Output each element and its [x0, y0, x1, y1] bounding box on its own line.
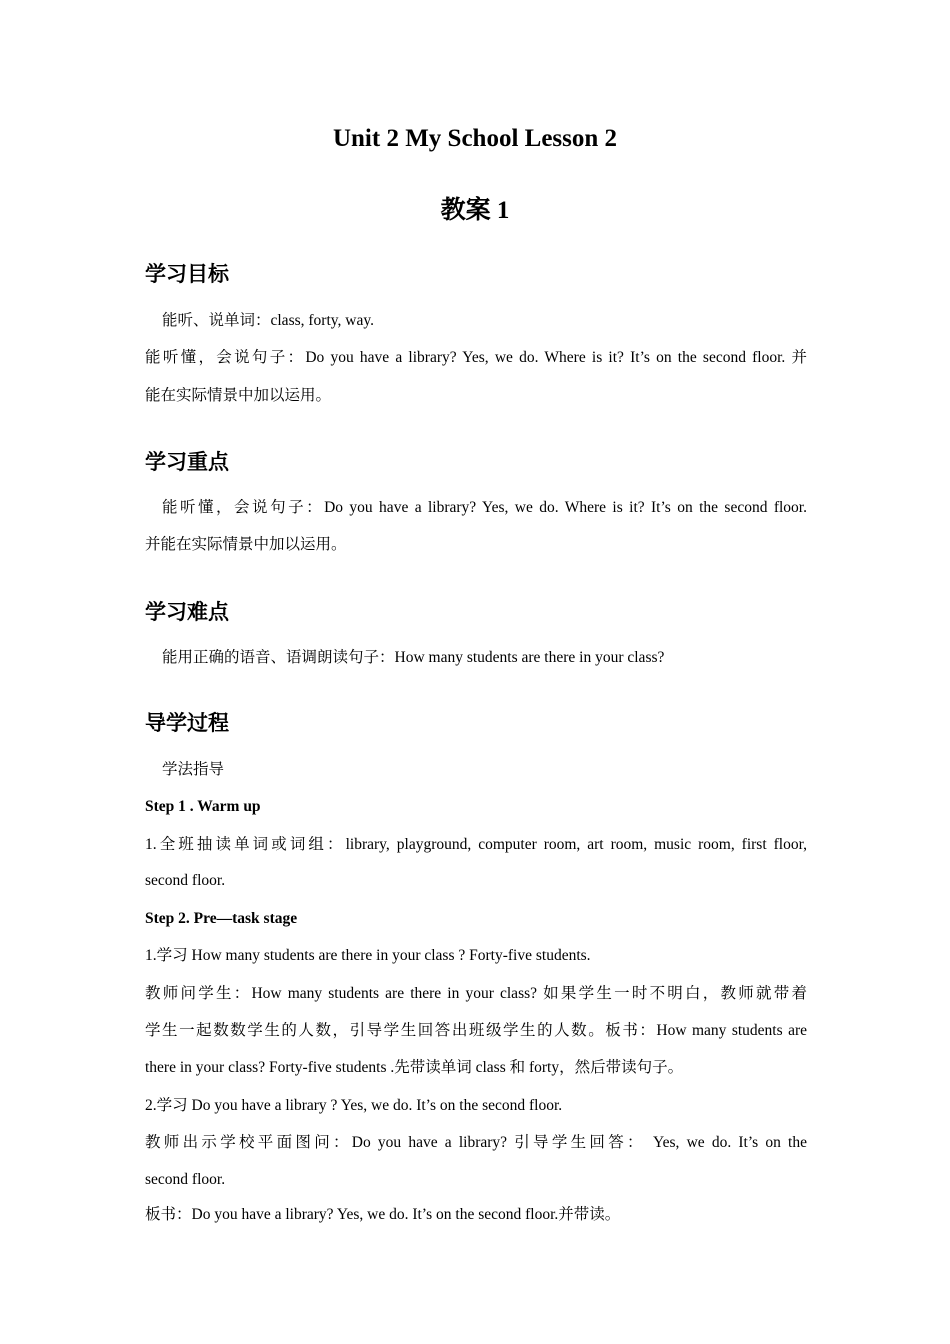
step2-line-8: 板书：Do you have a library? Yes, we do. It’s on the second floor.并带读。	[145, 1206, 621, 1223]
key-points-line-1: 能听懂，会说句子：Do you have a library? Yes, we do. Where is it? It’s on the second floor.	[162, 499, 807, 516]
step2-line-7: second floor.	[145, 1171, 226, 1188]
objectives-line-1: 能听、说单词：class, forty, way.	[162, 312, 374, 329]
objectives-line-2: 能听懂，会说句子：Do you have a library? Yes, we do. Where is it? It’s on the second floor. 并	[145, 349, 807, 366]
document-subtitle: 教案 1	[440, 197, 510, 224]
difficulties-line-1: 能用正确的语音、语调朗读句子：How many students are there in your class?	[162, 649, 665, 666]
method-label: 学法指导	[162, 761, 225, 778]
step2-line-4: there in your class? Forty-five students .先带读单词 class 和 forty，然后带读句子。	[145, 1059, 684, 1076]
step2-line-6: 教师出示学校平面图问：Do you have a library? 引导学生回答： Yes, we do. It’s on the	[145, 1134, 807, 1151]
objectives-heading: 学习目标	[145, 262, 229, 286]
process-heading: 导学过程	[145, 711, 229, 735]
step2-title: Step 2. Pre—task stage	[145, 910, 298, 927]
step2-line-2: 教师问学生：How many students are there in your class? 如果学生一时不明白，教师就带着	[145, 985, 807, 1002]
objectives-line-3: 能在实际情景中加以运用。	[145, 387, 332, 404]
step1-line-2: second floor.	[145, 872, 226, 889]
document-title: Unit 2 My School Lesson 2	[332, 125, 618, 152]
difficulties-heading: 学习难点	[145, 600, 229, 624]
step2-line-1: 1.学习 How many students are there in your class ? Forty-five students.	[145, 947, 591, 964]
step1-title: Step 1 . Warm up	[145, 798, 261, 815]
step1-line-1: 1.全班抽读单词或词组：library, playground, computer room, art room, music room, first floor,	[145, 836, 807, 853]
key-points-heading: 学习重点	[145, 450, 229, 474]
step2-line-3: 学生一起数数学生的人数，引导学生回答出班级学生的人数。板书：How many students are	[145, 1022, 807, 1039]
key-points-line-2: 并能在实际情景中加以运用。	[145, 536, 347, 553]
step2-line-5: 2.学习 Do you have a library ? Yes, we do. It’s on the second floor.	[145, 1097, 563, 1114]
